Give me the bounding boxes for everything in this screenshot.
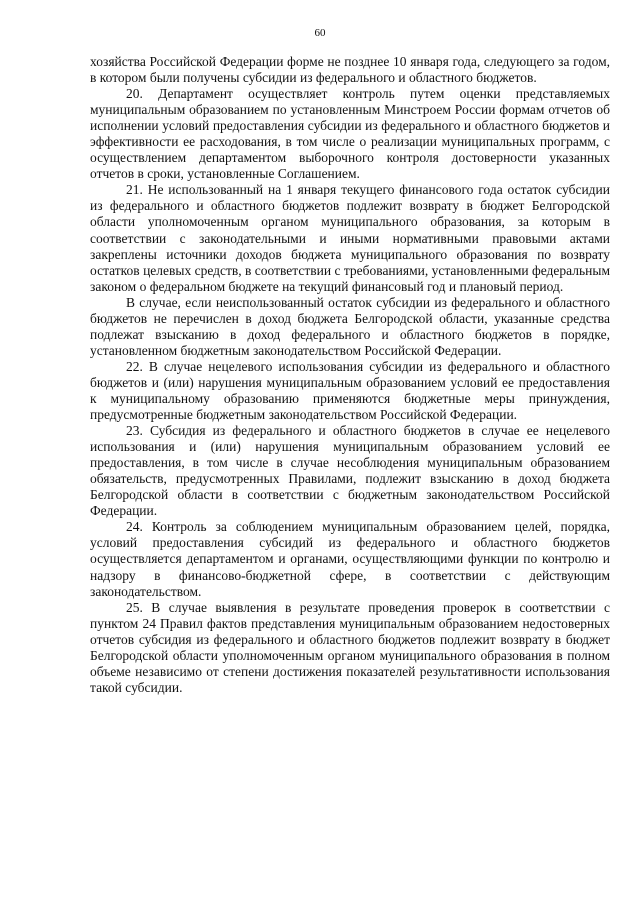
paragraph-item-21: 21. Не использованный на 1 января текущего финансового года остаток субсидии из федерального и областного бюджетов подлежит возврату в бюджет Белгородской области уполномоченным органом муниципального образования, за которым в соответствии с законодательными и иными нормативными правовыми актами закреплены источники доходов бюджета муниципального образования по возврату остатков целевых средств, в соответствии с требованиями, установленными федеральным законом о федеральном бюджете на текущий финансовый год и плановый период.	[90, 182, 610, 294]
paragraph-item-22: 22. В случае нецелевого использования субсидии из федерального и областного бюджетов и (или) нарушения муниципальным образованием условий ее предоставления к муниципальному образованию применяются бюджетные меры принуждения, предусмотренные бюджетным законодательством Российской Федерации.	[90, 358, 610, 423]
paragraph-item-24: 24. Контроль за соблюдением муниципальным образованием целей, порядка, условий предоставления субсидий из федерального и областного бюджетов осуществляется департаментом и органами, осуществляющими функции по контролю и надзору в финансово-бюджетной сфере, в соответствии с действующим законодательством.	[90, 519, 610, 599]
document-body	[90, 54, 610, 696]
paragraph-item-21-continued: В случае, если неиспользованный остаток субсидии из федерального и областного бюджетов не перечислен в доход бюджета Белгородской области, указанные средства подлежат взысканию в доход федерального и областного бюджетов в порядке, установленном бюджетным законодательством Российской Федерации.	[90, 294, 610, 358]
paragraph-item-20: 20. Департамент осуществляет контроль путем оценки представляемых муниципальным образованием по установленным Минстроем России формам отчетов об исполнении условий предоставления субсидии из федерального и областного бюджетов и эффективности ее расходования, в том числе о реализации муниципальных программ, с осуществлением департаментом выборочного контроля достоверности указанных отчетов в сроки, установленные Соглашением.	[90, 86, 610, 182]
paragraph-continuation: хозяйства Российской Федерации форме не позднее 10 января года, следующего за годом, в котором были получены субсидии из федерального и областного бюджетов.	[90, 54, 610, 86]
paragraph-item-25: 25. В случае выявления в результате проведения проверок в соответствии с пунктом 24 Правил фактов представления муниципальным образованием недостоверных отчетов субсидия из федерального и областного бюджетов подлежит возврату в бюджет Белгородской области уполномоченным органом муниципального образования в полном объеме независимо от степени достижения показателей результативности использования такой субсидии.	[90, 599, 610, 695]
paragraph-item-23: 23. Субсидия из федерального и областного бюджетов в случае ее нецелевого использования и (или) нарушения муниципальным образованием условий ее предоставления, в том числе в случае несоблюдения муниципальным образованием обязательств, предусмотренных Правилами, подлежит взысканию в доход бюджета Белгородской области в соответствии с бюджетным законодательством Российской Федерации.	[90, 423, 610, 519]
page-number: 60	[314, 27, 326, 39]
